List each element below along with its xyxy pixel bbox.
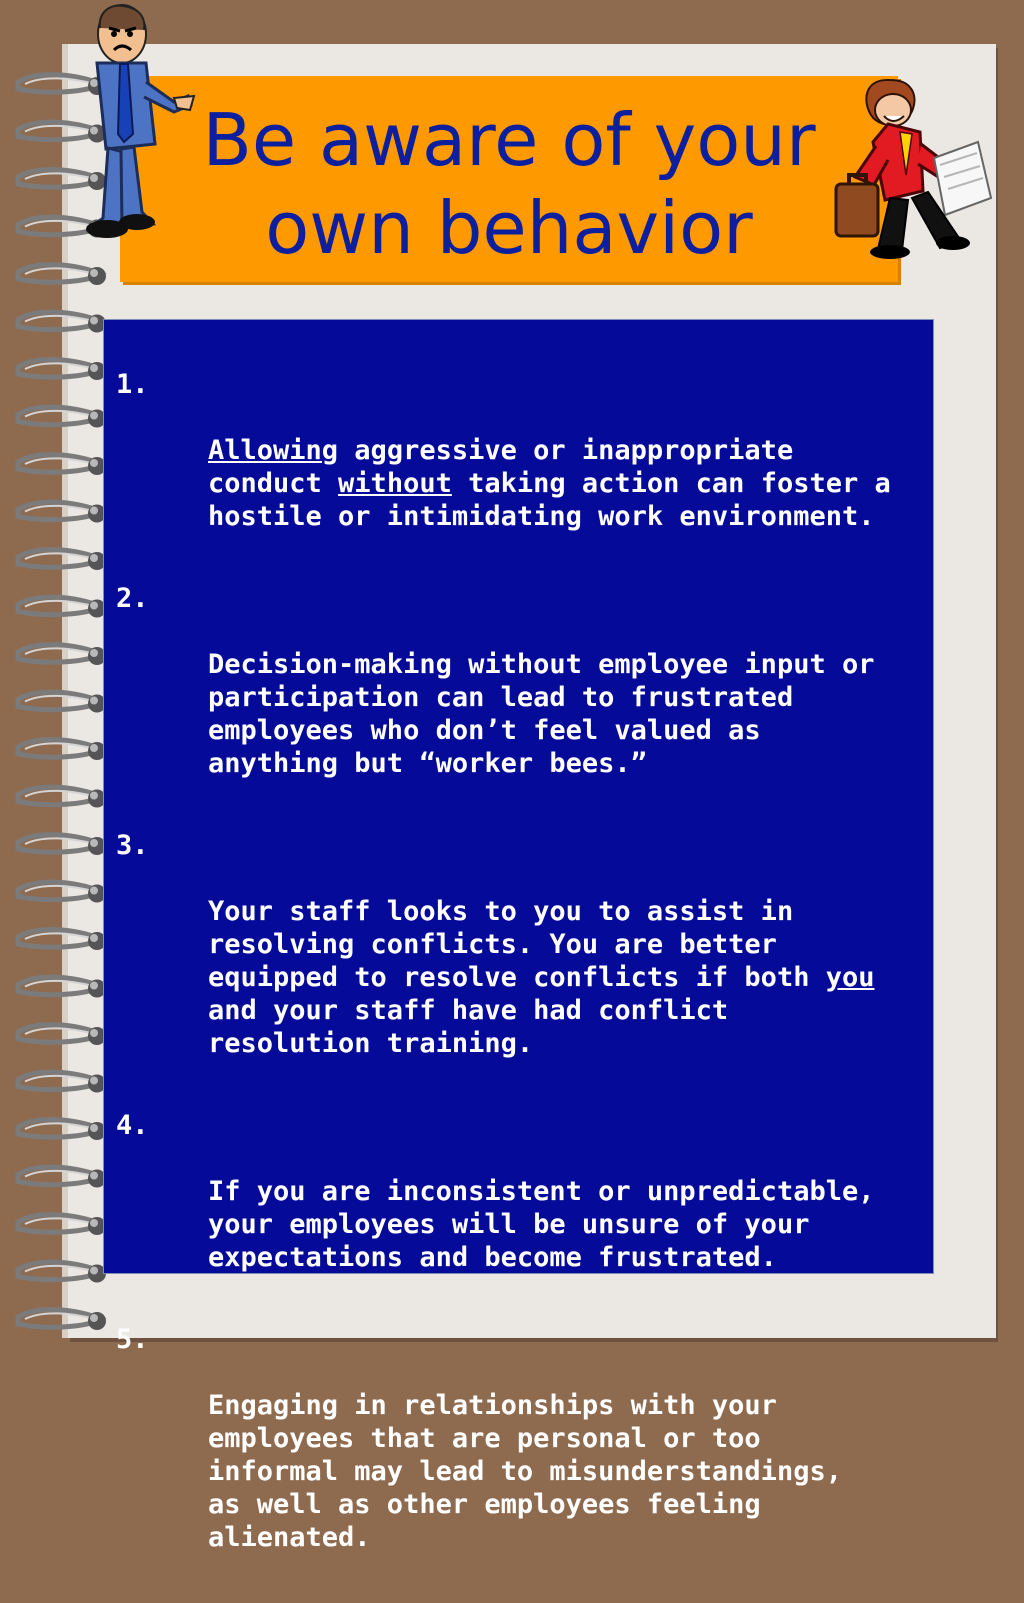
item-number: 3. bbox=[116, 830, 149, 861]
list-item bbox=[116, 829, 916, 1060]
item-text-part: Engaging in relationships with your employees that are personal or too informal may lead to misunderstandings, as well as other employees feeling alienated. bbox=[208, 1390, 842, 1553]
item-text-part: Your staff looks to you to assist in resolving conflicts. You are better equipped to resolve conflicts if both bbox=[208, 896, 810, 993]
spiral-ring-icon bbox=[18, 645, 106, 665]
spiral-ring-icon bbox=[18, 835, 106, 855]
item-number: 5. bbox=[116, 1324, 149, 1355]
spiral-ring-icon bbox=[18, 1310, 106, 1330]
item-number: 2. bbox=[116, 583, 149, 614]
list-item bbox=[116, 1323, 916, 1554]
item-text bbox=[208, 1390, 842, 1553]
content-box bbox=[103, 319, 934, 1553]
item-number: 1. bbox=[116, 369, 149, 400]
spiral-ring-icon bbox=[18, 265, 106, 285]
item-text-part: you bbox=[825, 962, 875, 993]
spiral-ring-icon bbox=[18, 930, 106, 950]
spiral-ring-icon bbox=[18, 882, 106, 902]
spiral-ring-icon bbox=[18, 1025, 106, 1045]
spiral-ring-icon bbox=[18, 407, 106, 427]
list-item bbox=[116, 368, 916, 533]
spiral-ring-icon bbox=[18, 597, 106, 617]
item-text bbox=[208, 649, 874, 779]
item-text-part: and your staff have had conflict resolution training. bbox=[208, 995, 729, 1059]
list-item bbox=[116, 582, 916, 780]
slide-title: Be aware of your own behavior bbox=[202, 98, 816, 270]
spiral-ring-icon bbox=[18, 1262, 106, 1282]
item-text-part: If you are inconsistent or unpredictable, your employees will be unsure of your expectations and become frustrated. bbox=[208, 1176, 875, 1273]
item-text-part: taking action can foster a hostile or intimidating work environment. bbox=[208, 468, 891, 532]
item-text-part: without bbox=[338, 468, 452, 499]
angry-businessman-pointing-icon bbox=[58, 4, 198, 244]
item-text bbox=[208, 435, 891, 532]
spiral-ring-icon bbox=[18, 1167, 106, 1187]
item-text bbox=[208, 1176, 874, 1273]
item-text bbox=[208, 896, 875, 1059]
spiral-ring-icon bbox=[18, 977, 106, 997]
spiral-ring-icon bbox=[18, 1215, 106, 1235]
spiral-ring-icon bbox=[18, 312, 106, 332]
spiral-ring-icon bbox=[18, 1072, 106, 1092]
spiral-ring-icon bbox=[18, 550, 106, 570]
item-text-part: Decision-making without employee input or participation can lead to frustrated employees who don’t feel valued as anything but “worker bees.” bbox=[208, 649, 875, 779]
spiral-ring-icon bbox=[18, 1120, 106, 1140]
item-text-part: Allowing bbox=[208, 435, 339, 466]
spiral-ring-icon bbox=[18, 360, 106, 380]
stressed-office-worker-with-briefcase-icon bbox=[832, 72, 1002, 272]
item-number: 4. bbox=[116, 1110, 149, 1141]
item-text-part: aggressive or inappropriate conduct bbox=[208, 435, 794, 499]
spiral-ring-icon bbox=[18, 740, 106, 760]
spiral-ring-icon bbox=[18, 502, 106, 522]
behavior-list bbox=[116, 368, 916, 1603]
spiral-ring-icon bbox=[18, 692, 106, 712]
list-item bbox=[116, 1109, 916, 1274]
spiral-ring-icon bbox=[18, 787, 106, 807]
spiral-ring-icon bbox=[18, 455, 106, 475]
